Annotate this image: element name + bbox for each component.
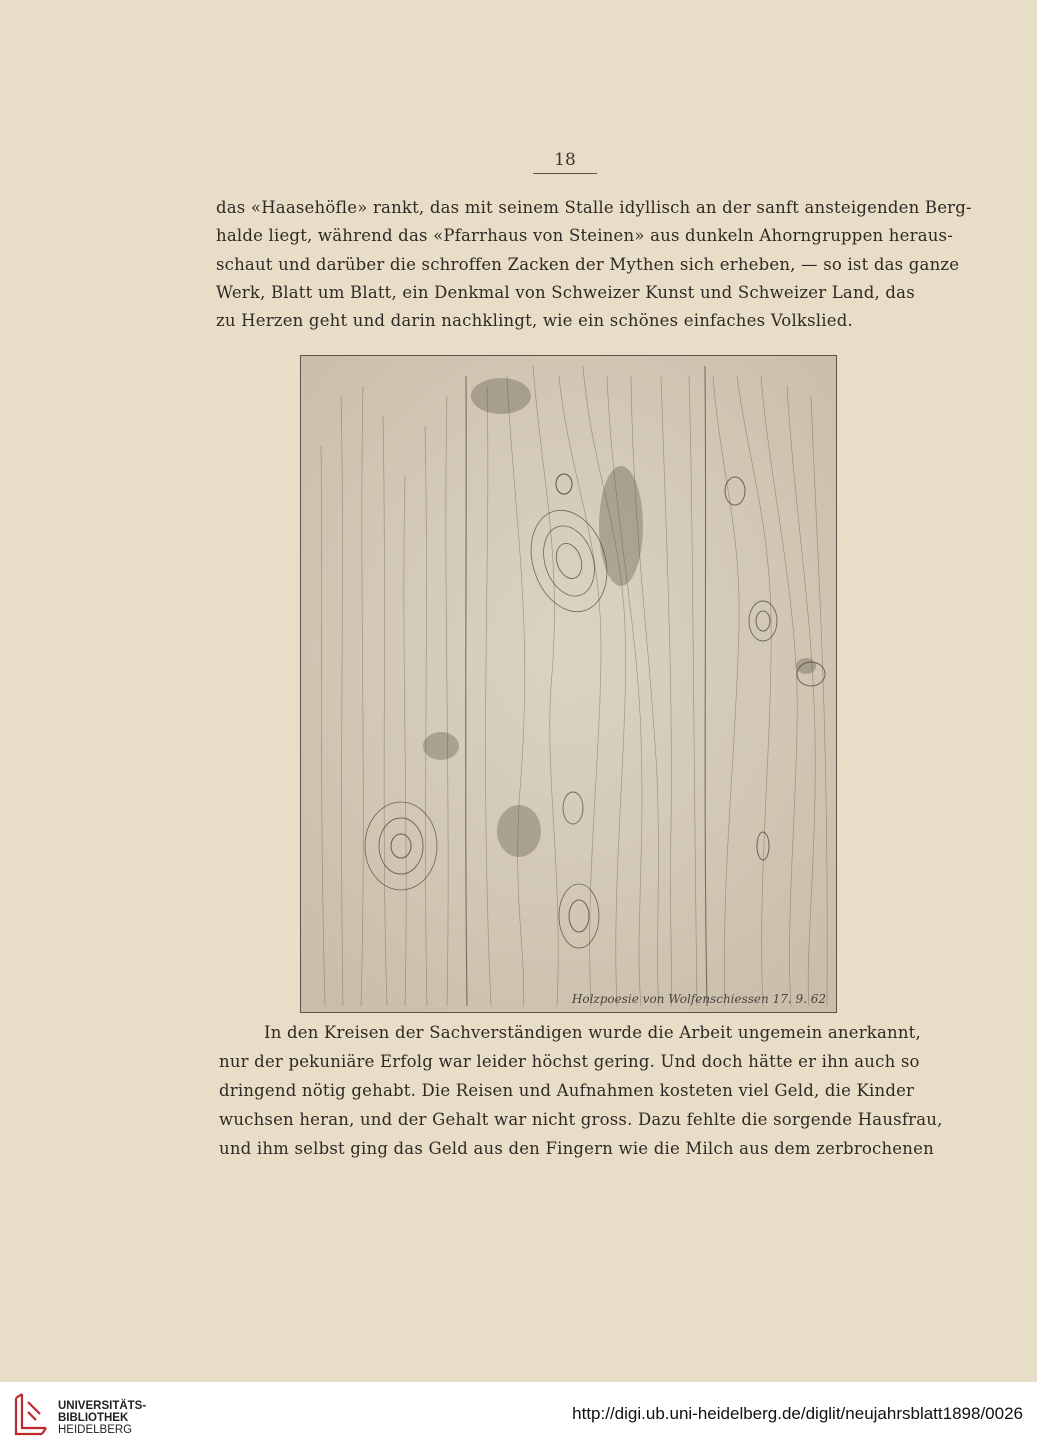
page-number-rule [533,173,597,174]
text-line: nur der pekuniäre Erfolg war leider höchst gering. Und doch hätte er ihn auch so [219,1052,920,1071]
text-line: schaut und darüber die schroffen Zacken der Mythen sich erheben, — so ist das ganze [216,255,960,274]
text-line: Werk, Blatt um Blatt, ein Denkmal von Schweizer Kunst und Schweizer Land, das [216,283,915,302]
wood-grain-drawing [301,356,836,1012]
text-line: In den Kreisen der Sachverständigen wurde die Arbeit ungemein anerkannt, [264,1023,921,1042]
footer-bar [0,1382,1037,1456]
wood-grain-illustration [300,355,837,1013]
text-line: halde liegt, während das «Pfarrhaus von Steinen» aus dunkeln Ahorngruppen heraus- [216,226,953,245]
library-name [58,1400,146,1436]
library-name-line: UNIVERSITÄTS- [58,1400,147,1412]
source-url-link[interactable]: http://digi.ub.uni-heidelberg.de/diglit/neujahrsblatt1898/0026 [572,1404,1023,1423]
text-line: das «Haasehöfle» rankt, das mit seinem Stalle idyllisch an der sanft ansteigenden Berg- [216,198,972,217]
library-name-line: BIBLIOTHEK [58,1412,129,1424]
text-line: dringend nötig gehabt. Die Reisen und Aufnahmen kosteten viel Geld, die Kinder [219,1081,915,1100]
text-line: wuchsen heran, und der Gehalt war nicht gross. Dazu fehlte die sorgende Hausfrau, [219,1110,943,1129]
library-logo-icon [12,1392,48,1440]
library-name-line: HEIDELBERG [58,1424,133,1436]
page-number: 18 [554,150,576,170]
handwritten-caption: Holzpoesie von Wolfenschiessen 17. 9. 62 [571,992,826,1006]
text-line: zu Herzen geht und darin nachklingt, wie ein schönes einfaches Volkslied. [216,311,853,330]
text-line: und ihm selbst ging das Geld aus den Fingern wie die Milch aus dem zerbrochenen [219,1139,934,1158]
